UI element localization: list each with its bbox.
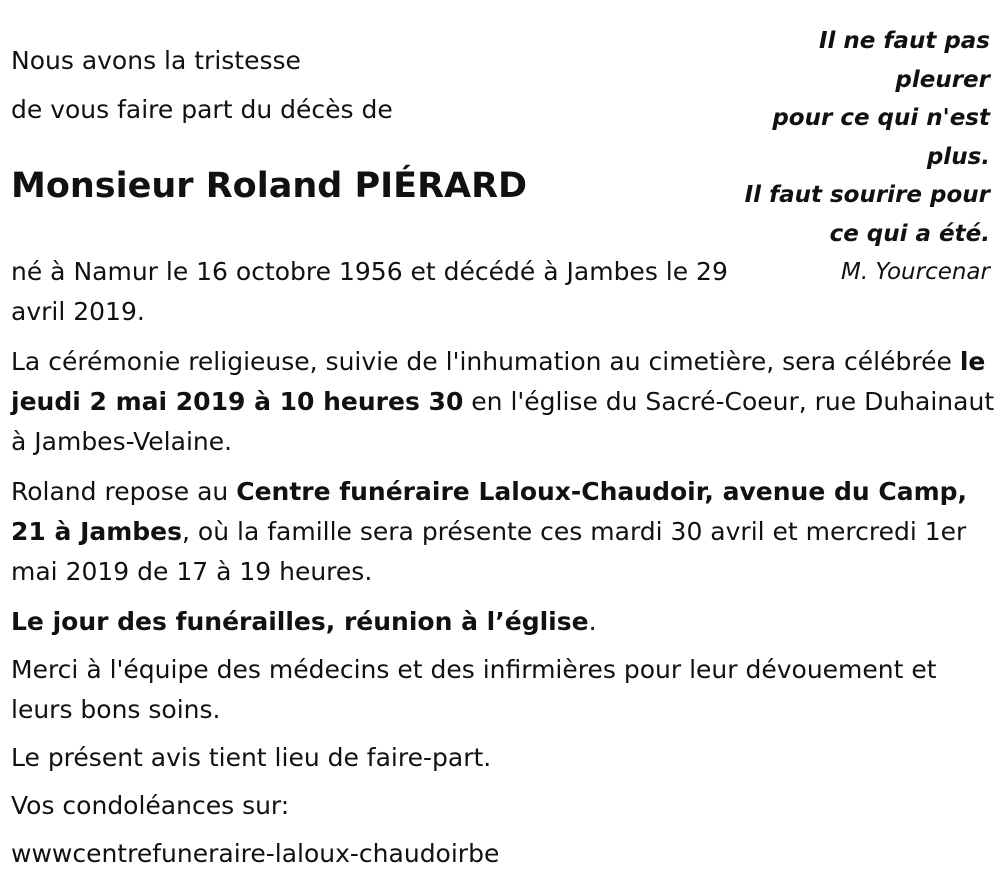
funeral-day-period: . [588, 607, 597, 636]
quote-line: plus. [926, 143, 990, 170]
thanks-paragraph: Merci à l'équipe des médecins et des infirmières pour leur dévouement et leurs bons soins. [11, 655, 937, 724]
quote-line: Il ne faut pas [818, 28, 990, 54]
condolences-label: Vos condoléances sur: [11, 791, 290, 820]
quote-line: pour ce qui n'est [772, 105, 990, 131]
ceremony-text: La cérémonie religieuse, suivie de l'inhumation au cimetière, sera célébrée [11, 347, 960, 376]
birth-death-paragraph: né à Namur le 16 octobre 1956 et décédé à Jambes le 29 avril 2019. [11, 257, 728, 326]
intro-line-1: Nous avons la tristesse [11, 46, 301, 75]
condolences-website-link[interactable]: wwwcentrefuneraire-laloux-chaudoirbe [11, 839, 500, 868]
ceremony-location: en l'église du Sacré-Coeur, rue Duhainaut à Jambes-Velaine. [11, 387, 995, 456]
quote-line: pleurer [895, 66, 990, 93]
obituary-body [11, 252, 996, 882]
repose-text: Roland repose au [11, 477, 237, 506]
quote-line: ce qui a été. [829, 220, 990, 247]
quote-author: M. Yourcenar [840, 259, 990, 285]
funeral-home-address: Centre funéraire Laloux-Chaudoir, avenue du Camp, 21 à Jambes [11, 477, 968, 546]
repose-paragraph [11, 472, 996, 592]
visitation-hours: , où la famille sera présente ces mardi 30 avril et mercredi 1er mai 2019 de 17 à 19 heures. [11, 517, 967, 586]
funeral-day-meeting: Le jour des funérailles, réunion à l’église [11, 607, 589, 636]
ceremony-paragraph [11, 342, 996, 462]
quote-line: Il faut sourire pour [744, 182, 990, 208]
notice-paragraph: Le présent avis tient lieu de faire-part. [11, 743, 492, 772]
funeral-day-paragraph [11, 602, 996, 642]
intro-line-2: de vous faire part du décès de [11, 95, 393, 124]
deceased-name: Monsieur Roland PIÉRARD [11, 166, 528, 206]
intro-block [11, 36, 393, 134]
ceremony-date: le jeudi 2 mai 2019 à 10 heures 30 [11, 347, 986, 416]
